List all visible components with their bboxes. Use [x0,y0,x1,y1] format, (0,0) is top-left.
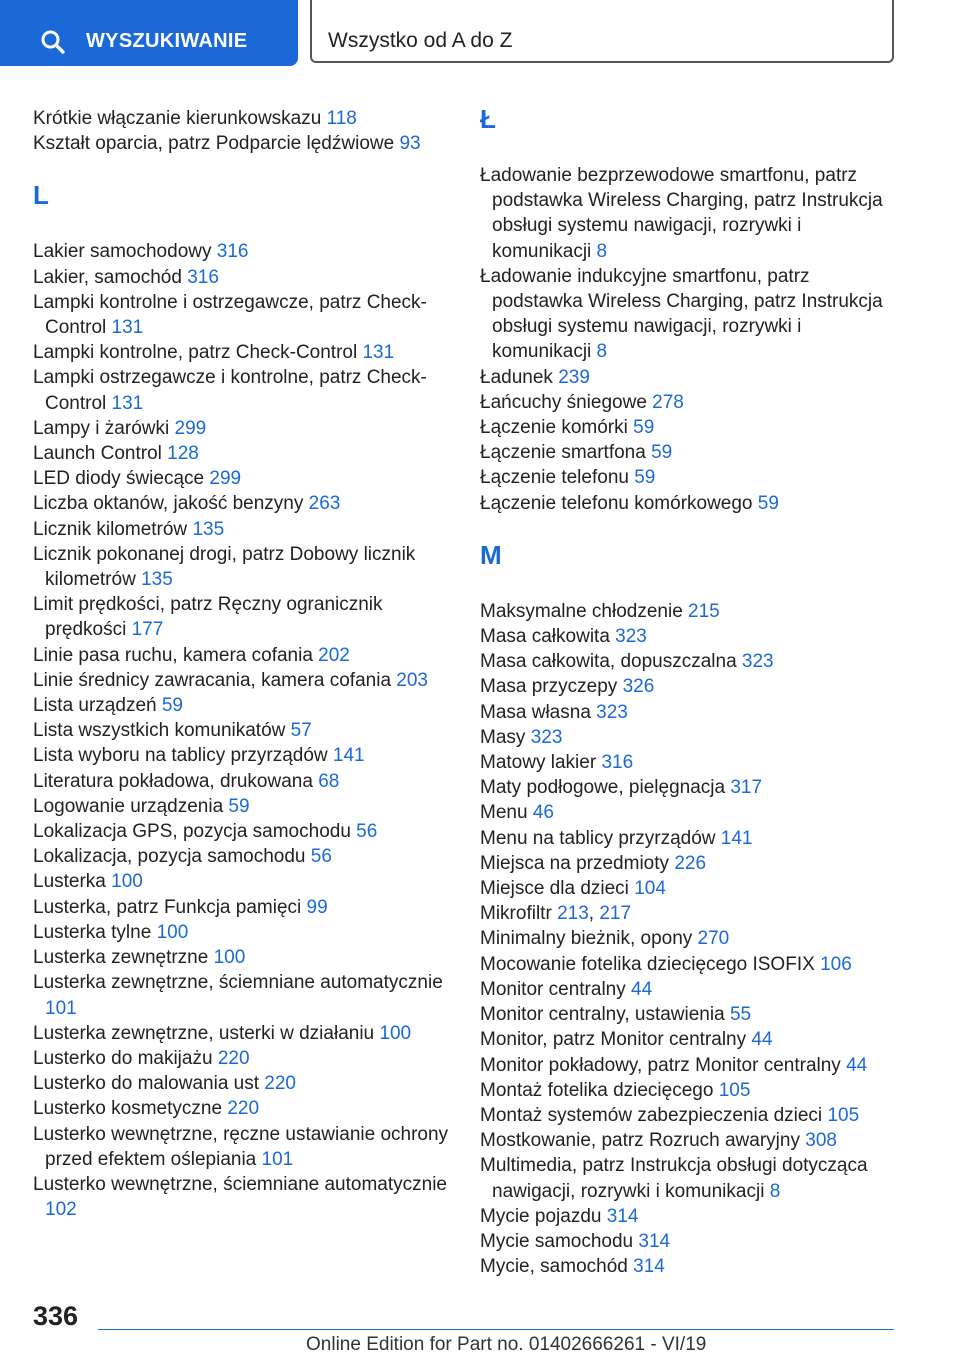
index-entry: Mikrofiltr 213, 217 [480,903,632,925]
page-link[interactable]: 59 [633,417,655,439]
page-link[interactable]: 316 [216,241,249,263]
index-entry [33,1021,465,1046]
page-link[interactable]: 100 [111,871,143,893]
page-link[interactable]: 278 [652,391,684,413]
index-entry-text: Lokalizacja GPS, pozycja samochodu [33,821,351,843]
page-link[interactable]: 177 [131,619,164,641]
page-link[interactable]: 56 [310,846,332,868]
page-link[interactable]: 8 [596,240,608,262]
index-list [33,106,465,156]
index-entry [33,239,465,264]
page-link[interactable]: 323 [615,626,647,648]
index-entry [480,1103,900,1128]
index-entry-text: Lusterka tylne [33,921,152,943]
index-entry [480,1254,900,1279]
index-entry [480,440,900,465]
index-entry-text: Łańcuchy śniegowe [480,391,647,413]
index-entry-text: Logowanie urządzenia [33,795,224,817]
index-entry [33,693,465,718]
index-entry-text: Kształt oparcia, patrz Podparcie lędźwiowe [33,133,395,155]
page-link[interactable]: 308 [805,1130,837,1152]
footer-edition: Online Edition for Part no. 01402666261 - VI/19 [306,1334,707,1355]
page-link[interactable]: 316 [601,752,634,774]
index-entry-text: Lista wszystkich komunikatów [33,720,286,742]
index-list [33,239,465,1222]
index-entry [33,970,465,1020]
index-entry [33,945,465,970]
page-link[interactable]: 131 [362,342,395,364]
index-entry-text: Mostkowanie, patrz Rozruch awaryjny [480,1130,800,1152]
index-entry-text: Masa całkowita [480,626,610,648]
page-link[interactable]: 101 [261,1148,294,1170]
index-entry [33,743,465,768]
index-entry-text: Mycie samochodu [480,1230,634,1252]
page-link[interactable]: 135 [141,569,173,591]
index-entry [33,416,465,441]
page-link[interactable]: 314 [633,1256,665,1278]
index-entry-text: Lusterka [33,871,106,893]
index-entry [33,131,465,156]
page-link[interactable]: 99 [306,896,328,918]
index-entry [33,869,465,894]
index-entry-text: Multimedia, patrz Instrukcja obsługi dotycząca nawigacji, rozrywki i komunikacji [480,1155,868,1202]
search-label: WYSZUKIWANIE [86,30,248,52]
page-link[interactable]: 323 [741,651,774,673]
page-link[interactable]: 100 [379,1022,412,1044]
index-entry-text: Monitor centralny, ustawienia [480,1004,725,1026]
index-entry-text: Linie pasa ruchu, kamera cofania [33,644,313,666]
page-link[interactable]: 203 [396,669,428,691]
index-entry-text: Mycie pojazdu [480,1205,602,1227]
index-entry-text: Launch Control [33,443,162,465]
page-link[interactable]: 55 [729,1004,752,1026]
index-entry-text: Lusterka zewnętrzne [33,947,209,969]
index-entry-text: Menu [480,802,528,824]
index-entry-text: Menu na tablicy przyrządów [480,827,716,849]
index-entry-text: Miejsca na przedmioty [480,852,670,874]
index-entry-text: Lusterko wewnętrzne, ręczne ustawianie ochrony przed efektem oślepiania [33,1123,449,1170]
index-entry [480,700,900,725]
page-link[interactable]: 59 [634,467,656,489]
index-column-right [480,106,900,1279]
index-entry [33,592,465,642]
page-link[interactable]: 323 [530,726,563,748]
index-entry-text: Liczba oktanów, jakość benzyny [33,493,304,515]
page-link[interactable]: 215 [688,600,720,622]
index-entry [33,1071,465,1096]
index-list [480,163,900,516]
index-entry-text: Lusterka zewnętrzne, ściemniane automatycznie [33,972,443,994]
index-entry-text: Ładowanie indukcyjne smartfonu, patrz podstawka Wireless Charging, patrz Instrukcja obsługi systemu nawigacji, rozrywki i komunikacji [480,265,883,363]
index-entry-text: Lusterko do malowania ust [33,1073,260,1095]
index-entry-text: Lokalizacja, pozycja samochodu [33,846,306,868]
index-entry-text: Lusterka, patrz Funkcja pamięci [33,896,302,918]
page-link[interactable]: 102 [45,1199,77,1221]
index-entry-text: Mocowanie fotelika dziecięcego ISOFIX [480,953,815,975]
index-entry-text: Łączenie smartfona [480,442,646,464]
index-entry [33,794,465,819]
page-link[interactable]: 44 [631,978,653,1000]
index-entry [33,643,465,668]
index-entry [33,819,465,844]
index-entry [480,1053,900,1078]
page-link[interactable]: 220 [227,1098,260,1120]
page-number: 336 [33,1301,79,1331]
index-entry [480,775,900,800]
page-link[interactable]: 100 [156,921,189,943]
index-entry-text: Lusterko wewnętrzne, ściemniane automatycznie [33,1173,447,1195]
index-entry [480,826,900,851]
index-entry [480,624,900,649]
index-entry-text: Ładowanie bezprzewodowe smartfonu, patrz podstawka Wireless Charging, patrz Instrukcja obsługi systemu nawigacji, rozrywki i komunikacji [480,165,883,262]
index-entry-text: Literatura pokładowa, drukowana [33,770,313,792]
index-entry [33,106,465,131]
index-entry [480,952,900,977]
index-entry [33,466,465,491]
index-entry-text: Montaż systemów zabezpieczenia dzieci [480,1104,823,1126]
index-entry [33,895,465,920]
index-entry [480,1153,900,1203]
index-entry-text: Masa całkowita, dopuszczalna [480,651,737,673]
page-link[interactable]: 239 [558,366,590,388]
index-entry-text: Miejsce dla dzieci [480,878,629,900]
index-entry-text: Monitor pokładowy, patrz Monitor centralny [480,1054,841,1076]
index-entry [480,1128,900,1153]
index-entry [480,491,900,516]
index-entry [480,674,900,699]
index-letter-heading: L [33,180,49,211]
index-entry-text: Linie średnicy zawracania, kamera cofania [33,669,392,691]
footer-divider [98,1329,894,1330]
index-entry [480,926,900,951]
index-entry-text: Lampki kontrolne i ostrzegawcze, patrz Check-Control [33,291,427,339]
index-entry-text: Łączenie telefonu [480,467,629,489]
page-link[interactable]: 314 [606,1205,639,1227]
page-link[interactable]: 299 [174,417,207,439]
section-title-box [310,0,894,63]
page-link[interactable]: 131 [111,392,144,414]
index-entry-text: Lampy i żarówki [33,417,170,439]
index-entry-text: Matowy lakier [480,752,597,774]
page-link[interactable]: 135 [192,518,225,540]
index-entry [480,800,900,825]
page-link[interactable]: 56 [356,821,378,843]
index-entry [480,390,900,415]
page-link[interactable]: 44 [846,1054,868,1076]
index-entry [33,542,465,592]
index-letter-heading: Ł [480,104,496,134]
page-link[interactable]: 46 [532,802,554,824]
page-link[interactable]: 59 [651,442,673,464]
page-link[interactable]: 100 [213,947,246,969]
index-entry [480,415,900,440]
index-entry [480,977,900,1002]
index-entry [33,1172,465,1222]
index-entry-text: Lista wyboru na tablicy przyrządów [33,745,328,767]
index-entry-text: LED diody świecące [33,468,205,490]
page-link[interactable]: 105 [827,1104,860,1126]
page-link[interactable]: 263 [308,493,341,515]
index-entry [480,876,900,901]
index-entry [480,264,900,365]
page-link[interactable]: 220 [264,1073,296,1095]
index-entry [480,851,900,876]
index-entry-text: Lista urządzeń [33,695,157,717]
page-link[interactable]: 59 [161,695,183,717]
index-entry [480,1204,900,1229]
page-link[interactable]: 68 [318,770,340,792]
search-button[interactable] [0,0,298,66]
index-entry-text: Monitor, patrz Monitor centralny [480,1029,747,1051]
index-entry [33,441,465,466]
index-entry [33,1046,465,1071]
index-entry [33,718,465,743]
page-link[interactable]: 106 [820,953,852,975]
page-link[interactable]: 299 [209,468,242,490]
index-entry [33,668,465,693]
index-entry-text: Licznik pokonanej drogi, patrz Dobowy licznik kilometrów [33,543,416,591]
index-letter-heading: M [480,539,502,570]
index-entry [480,1229,900,1254]
index-entry [33,1096,465,1121]
index-entry-text: Licznik kilometrów [33,518,188,540]
page-link[interactable]: 226 [674,852,707,874]
index-entry [480,1027,900,1052]
page-link[interactable]: 314 [638,1230,671,1252]
page-link[interactable]: 270 [697,928,730,950]
page-link[interactable]: 202 [318,644,350,666]
page-link[interactable]: 141 [332,745,365,767]
index-entry [33,265,465,290]
index-entry-text: Lampki kontrolne, patrz Check-Control [33,342,358,364]
page-link[interactable]: 317 [730,777,763,799]
index-entry-text: Lusterko do makijażu [33,1047,213,1069]
page-link[interactable]: 59 [757,492,779,514]
index-list [480,599,900,1279]
index-entry [33,1122,465,1172]
index-entry [480,750,900,775]
index-entry [33,340,465,365]
index-entry-text: Lakier samochodowy [33,241,212,263]
index-entry-text: Krótkie włączanie kierunkowskazu [33,108,322,129]
page-link[interactable]: 118 [326,108,357,129]
page-link[interactable]: 220 [217,1047,250,1069]
index-entry-text: Lusterko kosmetyczne [33,1098,223,1120]
page-link[interactable]: 213 [557,903,589,925]
index-entry [480,1078,900,1103]
index-entry-text: Mikrofiltr [480,903,552,925]
top-bar [0,0,960,66]
page-link[interactable]: 44 [751,1029,773,1051]
index-entry-text: Lakier, samochód [33,266,182,288]
index-entry-text: Mycie, samochód [480,1256,628,1278]
page-link[interactable]: 8 [596,341,608,363]
index-entry-text: Maty podłogowe, pielęgnacja [480,777,726,799]
page-link[interactable]: 93 [399,133,421,155]
page-link[interactable]: 141 [720,827,753,849]
section-title: Wszystko od A do Z [328,29,513,52]
index-entry [480,365,900,390]
page-link[interactable]: 8 [769,1180,781,1202]
page-link[interactable]: 105 [718,1079,751,1101]
page-link[interactable]: 57 [290,720,312,742]
index-entry-text: Maksymalne chłodzenie [480,600,683,622]
index-entry [480,649,900,674]
page-link[interactable]: 104 [634,878,666,900]
index-entry [33,769,465,794]
index-entry [480,163,900,264]
page-link[interactable]: 59 [228,795,250,817]
index-entry-text: Lusterka zewnętrzne, usterki w działaniu [33,1022,375,1044]
index-entry-text: Łączenie telefonu komórkowego [480,492,753,514]
page-link[interactable]: 128 [167,443,199,465]
page-link[interactable]: 217 [599,903,632,925]
index-entry [33,365,465,415]
index-entry-text: Limit prędkości, patrz Ręczny ogranicznik prędkości [33,594,383,641]
page-link[interactable]: 101 [45,997,77,1019]
page-link[interactable]: 323 [596,701,628,723]
index-entry-text: Lampki ostrzegawcze i kontrolne, patrz Check-Control [33,367,427,414]
index-entry [480,465,900,490]
index-entry [33,517,465,542]
index-entry-text: Montaż fotelika dziecięcego [480,1079,714,1101]
index-entry-text: Masa przyczepy [480,676,618,698]
page-link[interactable]: 326 [622,676,655,698]
search-icon [40,29,66,55]
index-entry-text: Masy [480,726,526,748]
page-link[interactable]: 316 [187,266,219,288]
index-entry [480,725,900,750]
index-column-left [33,106,465,1222]
index-entry [33,844,465,869]
index-entry [33,920,465,945]
index-entry-text: Łączenie komórki [480,417,628,439]
index-entry [33,290,465,340]
index-entry [480,599,900,624]
page-link[interactable]: 131 [111,317,144,339]
index-entry-text: Monitor centralny [480,978,626,1000]
index-entry [33,491,465,516]
index-entry-text: Minimalny bieżnik, opony [480,928,693,950]
index-entry-text: Ładunek [480,366,553,388]
index-entry [480,1002,900,1027]
index-entry-text: Masa własna [480,701,591,723]
